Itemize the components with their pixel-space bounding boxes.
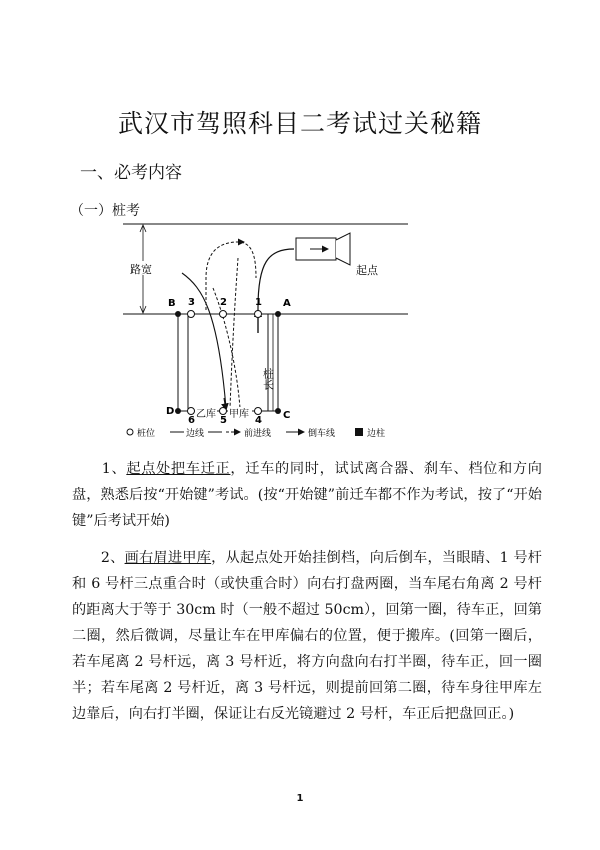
pole-number-1: 1 bbox=[255, 297, 262, 308]
start-label: 起点 bbox=[356, 264, 378, 277]
pile-1 bbox=[255, 311, 262, 318]
pole-number-6: 6 bbox=[188, 415, 195, 426]
legend bbox=[127, 427, 385, 439]
forward-path bbox=[258, 249, 294, 333]
pile-2 bbox=[220, 311, 227, 318]
paragraph-1 bbox=[72, 456, 542, 534]
paragraph-2-text: ，从起点处开始挂倒档，向后倒车，当眼睛、1 号杆和 6 号杆三点重合时（或快重合时）向右打盘两圈，当车尾右角离 2 号杆的距离大于等于 30cm 时（一般不超过 50cm），回第一圈，待车正，回第二圈，然后微调，尽量让车在甲库偏右的位置，便于搬库。(回第一圈后，若车尾离 2 号杆远，离 3 号杆近，将方向盘向右打半圈，待车正，回一圈半；若车尾离 2 号杆近，离 3 号杆远，则提前回第二圈，待车身往甲库左边靠后，向右打半圈，保证让右反光镜避过 2 号杆，车正后把盘回正。) bbox=[72, 550, 542, 722]
legend-pile-label: 桩位 bbox=[137, 429, 156, 439]
pile-test-diagram bbox=[118, 218, 428, 443]
legend-edge-label: 边线 bbox=[186, 429, 205, 439]
reverse-path bbox=[182, 273, 226, 408]
pole-number-4: 4 bbox=[255, 415, 262, 426]
paragraph-2-underlined: 画右眉进甲库 bbox=[124, 550, 212, 566]
legend-pile-icon bbox=[127, 429, 133, 435]
legend-forward-label: 前进线 bbox=[244, 429, 272, 439]
pile-3 bbox=[188, 311, 195, 318]
pile-length-label: 桩长 bbox=[261, 368, 275, 390]
point-label-D: D bbox=[166, 406, 175, 417]
edge-post-A bbox=[275, 311, 281, 317]
pole-number-2: 2 bbox=[220, 297, 227, 308]
legend-reverse-label: 倒车线 bbox=[308, 429, 336, 439]
paragraph-1-underlined: 起点处把车迁正 bbox=[126, 461, 231, 477]
edge-post-D bbox=[175, 408, 181, 414]
edge-post-B bbox=[175, 311, 181, 317]
paragraph-2 bbox=[72, 545, 542, 727]
legend-post-label: 边柱 bbox=[367, 429, 386, 439]
reverse-path-dashed bbox=[206, 242, 256, 310]
pile-6 bbox=[188, 408, 195, 415]
pile-4 bbox=[255, 408, 262, 415]
legend-post-icon bbox=[355, 428, 363, 436]
document-title: 武汉市驾照科目二考试过关秘籍 bbox=[117, 109, 482, 138]
car-icon bbox=[296, 233, 350, 265]
paragraph-2-lead: 2、 bbox=[100, 550, 125, 566]
section-heading: 一、必考内容 bbox=[80, 163, 182, 183]
paragraph-1-lead: 1、 bbox=[101, 461, 127, 477]
paragraph-1-text: ，迁车的同时，试试离合器、刹车、档位和方向盘，熟悉后按“开始键”考试。(按“开始键”前迁车都不作为考试，按了“开始键”后考试开始) bbox=[72, 461, 542, 529]
garage-a-label: 甲库 bbox=[229, 409, 249, 420]
pole-number-5: 5 bbox=[220, 415, 227, 426]
edge-post-C bbox=[275, 408, 281, 414]
garage-b-label: 乙库 bbox=[196, 409, 216, 420]
subsection-heading: （一）桩考 bbox=[70, 203, 140, 219]
road-width-label: 路宽 bbox=[130, 263, 152, 276]
pole-number-3: 3 bbox=[188, 297, 195, 308]
point-label-C: C bbox=[283, 410, 291, 421]
point-label-A: A bbox=[283, 298, 291, 309]
pile-5 bbox=[220, 408, 227, 415]
page-number: 1 bbox=[296, 793, 304, 804]
point-label-B: B bbox=[168, 298, 176, 309]
